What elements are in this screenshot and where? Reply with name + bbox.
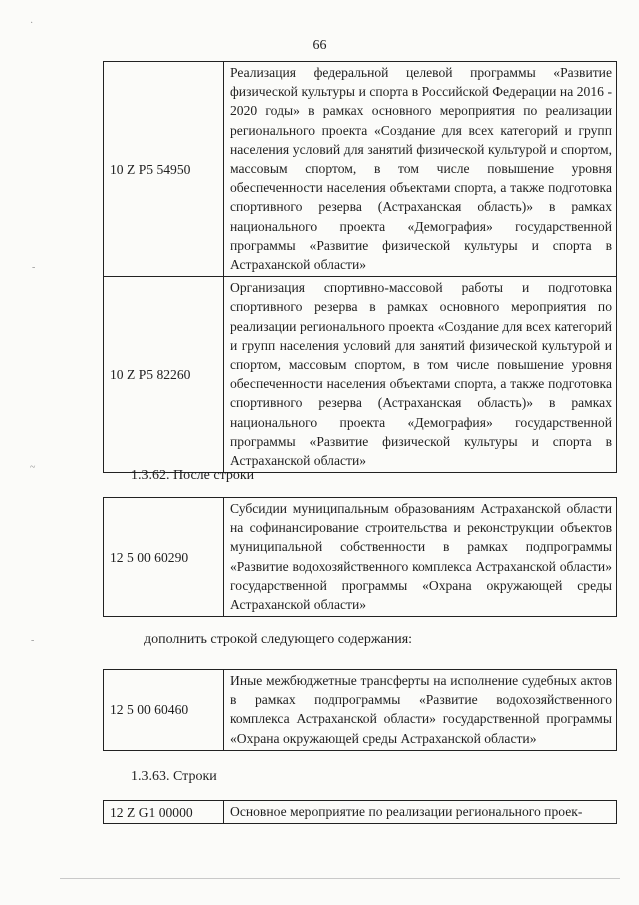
scan-speck: · xyxy=(30,18,34,29)
scan-speck: - xyxy=(32,262,36,273)
budget-code-cell: 10 Z P5 82260 xyxy=(104,277,224,473)
budget-code-table-2 xyxy=(103,497,617,617)
budget-description-cell: Основное мероприятие по реализации регионального проек- xyxy=(224,801,617,824)
budget-code-cell: 12 5 00 60460 xyxy=(104,670,224,751)
budget-description-cell: Организация спортивно-массовой работы и подготовка спортивного резерва в рамках основного мероприятия по реализации регионального проекта «Создание для всех категорий и групп населения условий для занятий физической культурой и спортом, массовым спортом, в том числе повышение уровня обеспеченности населения объектами спорта, а также подготовка спортивного резерва (Астраханская область)» в рамках национального проекта «Демография» государственной программы «Развитие физической культуры и спорта в Астраханской области» xyxy=(224,277,617,473)
scan-speck: - xyxy=(31,635,35,646)
table-row xyxy=(104,498,617,617)
paragraph-1-3-63: 1.3.63. Строки xyxy=(131,769,217,784)
budget-description-cell: Реализация федеральной целевой программы «Развитие физической культуры и спорта в Российской Федерации на 2016 - 2020 годы» в рамках основного мероприятия по реализации регионального проекта «Создание для всех категорий и групп населения условий для занятий физической культурой и спортом, массовым спортом, в том числе повышение уровня обеспеченности населения объектами спорта, а также подготовка спортивного резерва (Астраханская область)» в рамках национального проекта «Демография» государственной программы «Развитие физической культуры и спорта в Астраханской области» xyxy=(224,62,617,277)
budget-code-table-4 xyxy=(103,800,617,824)
budget-code-table-1 xyxy=(103,61,617,473)
table-row xyxy=(104,801,617,824)
scan-bottom-edge xyxy=(60,878,620,879)
budget-code-cell: 10 Z P5 54950 xyxy=(104,62,224,277)
budget-description-cell: Субсидии муниципальным образованиям Астраханской области на софинансирование строительства и реконструкции объектов муниципальной собственности в рамках подпрограммы «Развитие водохозяйственного комплекса Астраханской области» государственной программы «Охрана окружающей среды Астраханской области» xyxy=(224,498,617,617)
budget-description-cell: Иные межбюджетные трансферты на исполнение судебных актов в рамках подпрограммы «Развитие водохозяйственного комплекса Астраханской области» государственной программы «Охрана окружающей среды Астраханской области» xyxy=(224,670,617,751)
paragraph-1-3-62: 1.3.62. После строки xyxy=(131,468,255,483)
budget-code-cell: 12 Z G1 00000 xyxy=(104,801,224,824)
budget-code-cell: 12 5 00 60290 xyxy=(104,498,224,617)
page-number: 66 xyxy=(312,38,327,53)
paragraph-supplement: дополнить строкой следующего содержания: xyxy=(144,632,413,647)
table-row xyxy=(104,277,617,473)
scan-speck: ~ xyxy=(30,462,36,473)
budget-code-table-3 xyxy=(103,669,617,751)
table-row xyxy=(104,670,617,751)
table-row xyxy=(104,62,617,277)
